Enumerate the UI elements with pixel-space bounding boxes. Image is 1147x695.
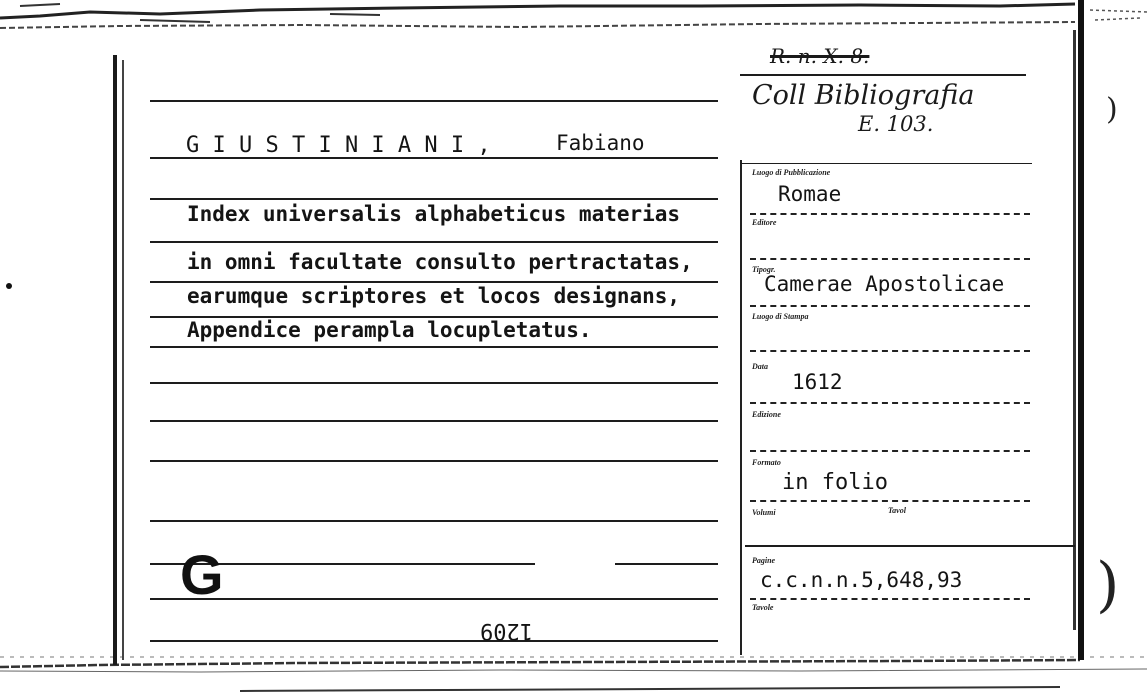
- card-left-margin: [113, 55, 117, 665]
- field-value-date: 1612: [792, 370, 843, 394]
- index-letter: G: [180, 543, 224, 606]
- rule-line: [150, 382, 718, 384]
- field-value-place: Romae: [778, 182, 842, 206]
- field-label: Volumi: [752, 508, 776, 517]
- field-label: Tavol: [888, 506, 906, 515]
- field-label: Formato: [752, 458, 781, 467]
- rule-line: [150, 520, 718, 522]
- title-line: in omni facultate consulto pertractatas,: [187, 250, 693, 274]
- field-rule: [750, 258, 1030, 261]
- card-right-edge-inner: [1073, 30, 1076, 630]
- field-value-printer: Camerae Apostolicae: [764, 272, 1005, 296]
- field-label: Edizione: [752, 410, 781, 419]
- field-column-divider: [740, 160, 742, 655]
- struck-shelfmark: R. n. X. 8.: [770, 44, 870, 68]
- rule-line: [150, 241, 718, 243]
- field-rule: [750, 305, 1030, 308]
- field-label: Tipogr.: [752, 265, 776, 274]
- field-rule: [750, 500, 1030, 503]
- rule-line: [150, 281, 718, 283]
- card-right-edge: [1078, 0, 1084, 660]
- scan-mark-paren-bottom: ): [1096, 550, 1120, 620]
- field-rule: [740, 163, 1032, 164]
- title-line: earumque scriptores et locos designans,: [187, 284, 681, 308]
- field-rule: [745, 545, 1075, 547]
- author-forename: Fabiano: [556, 131, 645, 155]
- field-value-pages: c.c.n.n.5,648,93: [760, 568, 963, 592]
- header-rule: [740, 74, 1026, 76]
- scan-mark-paren-top: ): [1106, 92, 1118, 127]
- rule-line: [150, 100, 718, 102]
- scan-edge-top: [0, 0, 1147, 36]
- field-label: Data: [752, 362, 768, 371]
- field-rule: [750, 402, 1030, 405]
- field-label: Editore: [752, 218, 777, 227]
- field-label: Luogo di Pubblicazione: [752, 168, 831, 177]
- collection-note: Coll Bibliografia: [752, 80, 975, 111]
- field-rule: [750, 450, 1030, 453]
- rule-line: [150, 346, 718, 348]
- field-label: Pagine: [752, 556, 776, 565]
- field-label: Luogo di Stampa: [752, 312, 809, 321]
- rule-line: [615, 563, 718, 565]
- shelfmark-note: E. 103.: [858, 112, 934, 136]
- rule-line: [150, 640, 718, 642]
- card-left-margin-inner: [122, 60, 124, 660]
- card-number: 1209: [480, 618, 533, 643]
- punch-mark: [6, 283, 12, 289]
- rule-line: [150, 198, 718, 200]
- field-value-format: in folio: [782, 470, 888, 495]
- title-line: Index universalis alphabeticus materias: [187, 202, 681, 226]
- rule-line: [150, 598, 718, 600]
- scan-edge-bottom: [0, 655, 1147, 695]
- field-rule: [750, 598, 1030, 601]
- field-rule: [750, 213, 1030, 216]
- rule-line: [150, 460, 718, 462]
- field-rule: [750, 350, 1030, 353]
- author-surname: G I U S T I N I A N I ,: [186, 133, 491, 158]
- title-line: Appendice perampla locupletatus.: [187, 318, 592, 342]
- field-label: Tavole: [752, 603, 774, 612]
- rule-line: [150, 420, 718, 422]
